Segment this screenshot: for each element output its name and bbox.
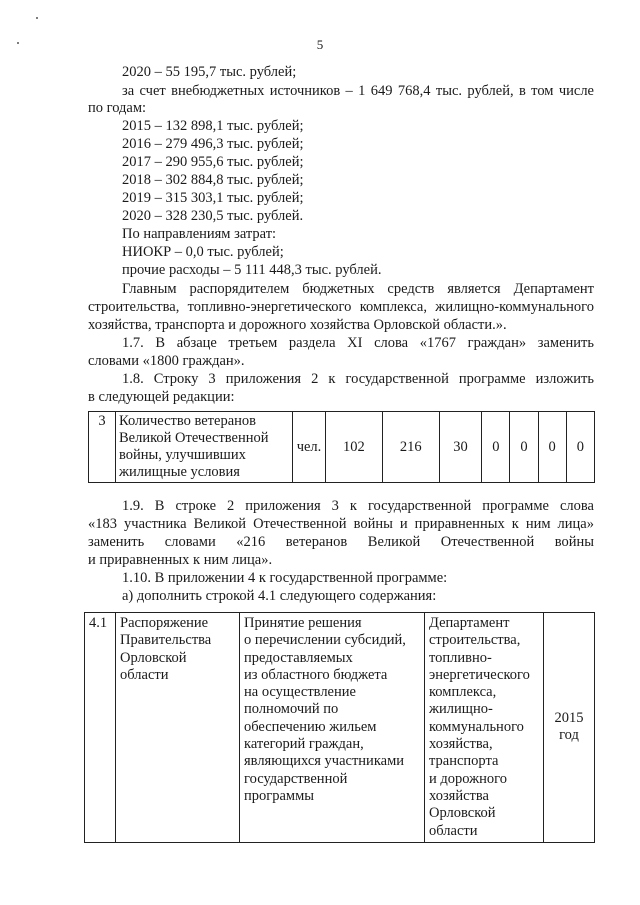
text-line: строительства, топливно-энергетического комплекса, жилищно-коммунального: [88, 299, 594, 315]
text-line: прочие расходы – 5 111 448,3 тыс. рублей.: [122, 262, 382, 278]
responsible-cell: Департамент строительства, топливно- энергетического комплекса, жилищно- коммунального хозяйства, транспорта и дорожного хозяйства Орловской области: [425, 613, 544, 843]
text-line: 1.9. В строке 2 приложения 3 к государственной программе слова: [122, 498, 594, 514]
text-line: заменить словами «216 ветеранов Великой Отечественной войны: [88, 534, 594, 550]
program-indicator-table: [88, 411, 595, 483]
text-line: «183 участника Великой Отечественной войны и приравненных к ним лица»: [88, 516, 594, 532]
text-line: 2020 – 328 230,5 тыс. рублей.: [122, 208, 304, 224]
text-line: хозяйства, транспорта и дорожного хозяйства Орловской области.».: [88, 317, 507, 333]
value-cell: 0: [566, 412, 594, 483]
text-line: 1.8. Строку 3 приложения 2 к государственной программе изложить: [122, 371, 594, 387]
text-line: 2017 – 290 955,6 тыс. рублей;: [122, 154, 304, 170]
text-line: Главным распорядителем бюджетных средств является Департамент: [122, 281, 594, 297]
table-row: [85, 613, 595, 843]
unit-cell: чел.: [293, 412, 326, 483]
year-cell: 2015 год: [544, 613, 595, 843]
document-cell: Распоряжение Правительства Орловской области: [116, 613, 240, 843]
activities-table: [84, 612, 595, 843]
indicator-name-cell: Количество ветеранов Великой Отечественной войны, улучшивших жилищные условия: [116, 412, 293, 483]
text-line: в следующей редакции:: [88, 389, 235, 405]
text-line: 2019 – 315 303,1 тыс. рублей;: [122, 190, 304, 206]
text-line: 1.10. В приложении 4 к государственной программе:: [122, 570, 448, 586]
scan-speck: [36, 17, 38, 19]
page-number: 5: [316, 37, 324, 52]
value-cell: 30: [439, 412, 482, 483]
text-line: 2015 – 132 898,1 тыс. рублей;: [122, 118, 304, 134]
text-line: 2020 – 55 195,7 тыс. рублей;: [122, 64, 297, 80]
row-number-cell: 4.1: [85, 613, 116, 843]
value-cell: 0: [482, 412, 510, 483]
text-line: 2016 – 279 496,3 тыс. рублей;: [122, 136, 304, 152]
value-cell: 216: [382, 412, 439, 483]
value-cell: 0: [510, 412, 538, 483]
text-line: словами «1800 граждан».: [88, 353, 245, 369]
text-line: НИОКР – 0,0 тыс. рублей;: [122, 244, 284, 260]
text-line: за счет внебюджетных источников – 1 649 768,4 тыс. рублей, в том числе: [122, 83, 594, 99]
text-line: а) дополнить строкой 4.1 следующего содержания:: [122, 588, 437, 604]
text-line: 2018 – 302 884,8 тыс. рублей;: [122, 172, 304, 188]
value-cell: 102: [326, 412, 383, 483]
table-row: [89, 412, 595, 483]
text-line: По направлениям затрат:: [122, 226, 277, 242]
value-cell: 0: [538, 412, 566, 483]
text-line: по годам:: [88, 100, 147, 116]
action-cell: Принятие решения о перечислении субсидий, предоставляемых из областного бюджета на осуществление полномочий по обеспечению жильем категорий граждан, являющихся участниками государственной программы: [240, 613, 425, 843]
row-number-cell: 3: [89, 412, 116, 483]
text-line: и приравненных к ним лица».: [88, 552, 273, 568]
text-line: 1.7. В абзаце третьем раздела XI слова «1767 граждан» заменить: [122, 335, 594, 351]
